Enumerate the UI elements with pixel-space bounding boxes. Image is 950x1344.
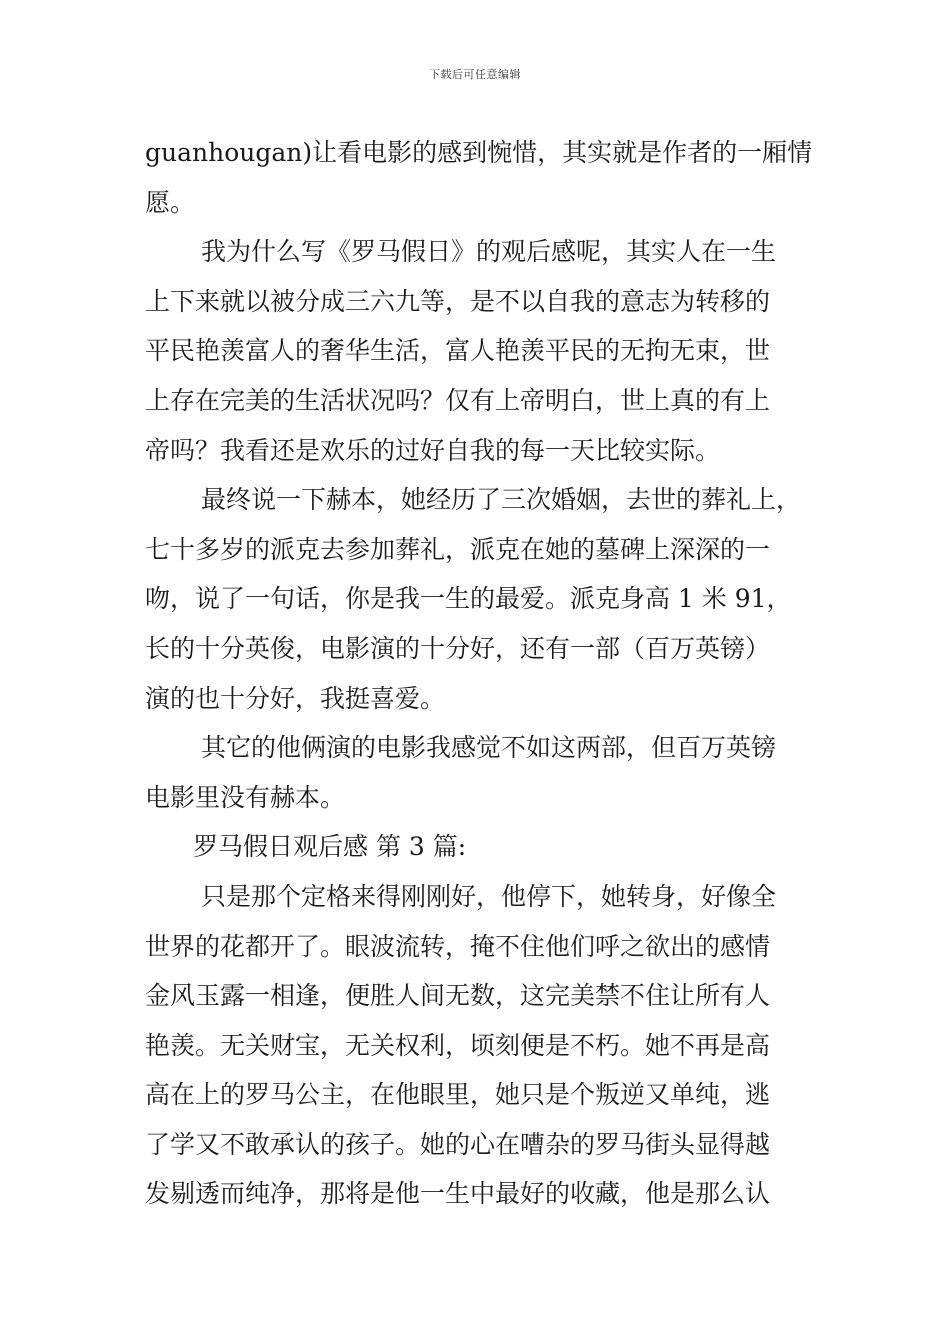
body-text <box>145 128 813 1219</box>
text-line: 只是那个定格来得刚刚好，他停下，她转身，好像全 <box>201 881 777 911</box>
text-line: 了学又不敢承认的孩子。她的心在嘈杂的罗马街头显得越 <box>145 1129 771 1159</box>
text-line: 金风玉露一相逢，便胜人间无数，这完美禁不住让所有人 <box>145 981 771 1011</box>
page-header: 下载后可任意编辑 <box>429 68 521 81</box>
text-line: 我为什么写《罗马假日》的观后感呢，其实人在一生 <box>201 237 777 267</box>
text-line: 七十多岁的派克去参加葬礼，派克在她的墓碑上深深的一 <box>145 534 771 564</box>
text-line: 最终说一下赫本，她经历了三次婚姻，去世的葬礼上， <box>201 485 802 515</box>
text-line: 上存在完美的生活状况吗？仅有上帝明白，世上真的有上 <box>145 385 771 415</box>
text-line: 世界的花都开了。眼波流转，掩不住他们呼之欲出的感情 <box>145 931 771 961</box>
text-line: 愿。 <box>145 187 196 217</box>
text-line: 长的十分英俊，电影演的十分好，还有一部（百万英镑） <box>145 633 771 663</box>
text-line: 发剔透而纯净，那将是他一生中最好的收藏，他是那么认 <box>145 1179 771 1209</box>
text-line: 平民艳羡富人的奢华生活，富人艳羡平民的无拘无束，世 <box>145 336 771 366</box>
text-line: 上下来就以被分成三六九等，是不以自我的意志为转移的 <box>145 286 771 316</box>
text-line: guanhougan)让看电影的感到惋惜，其实就是作者的一厢情 <box>145 138 813 167</box>
text-line: 艳羡。无关财宝，无关权利，顷刻便是不朽。她不再是高 <box>145 1030 771 1060</box>
text-line: 高在上的罗马公主，在他眼里，她只是个叛逆又单纯，逃 <box>145 1080 771 1110</box>
text-line: 演的也十分好，我挺喜爱。 <box>145 683 446 713</box>
text-line: 帝吗？我看还是欢乐的过好自我的每一天比较实际。 <box>145 435 721 465</box>
text-line: 电影里没有赫本。 <box>145 782 346 812</box>
section-heading: 罗马假日观后感 第 3 篇: <box>193 832 467 862</box>
text-line: 吻，说了一句话，你是我一生的最爱。派克身高 1 米 91， <box>145 584 792 614</box>
text-line: 其它的他俩演的电影我感觉不如这两部，但百万英镑 <box>201 733 777 763</box>
